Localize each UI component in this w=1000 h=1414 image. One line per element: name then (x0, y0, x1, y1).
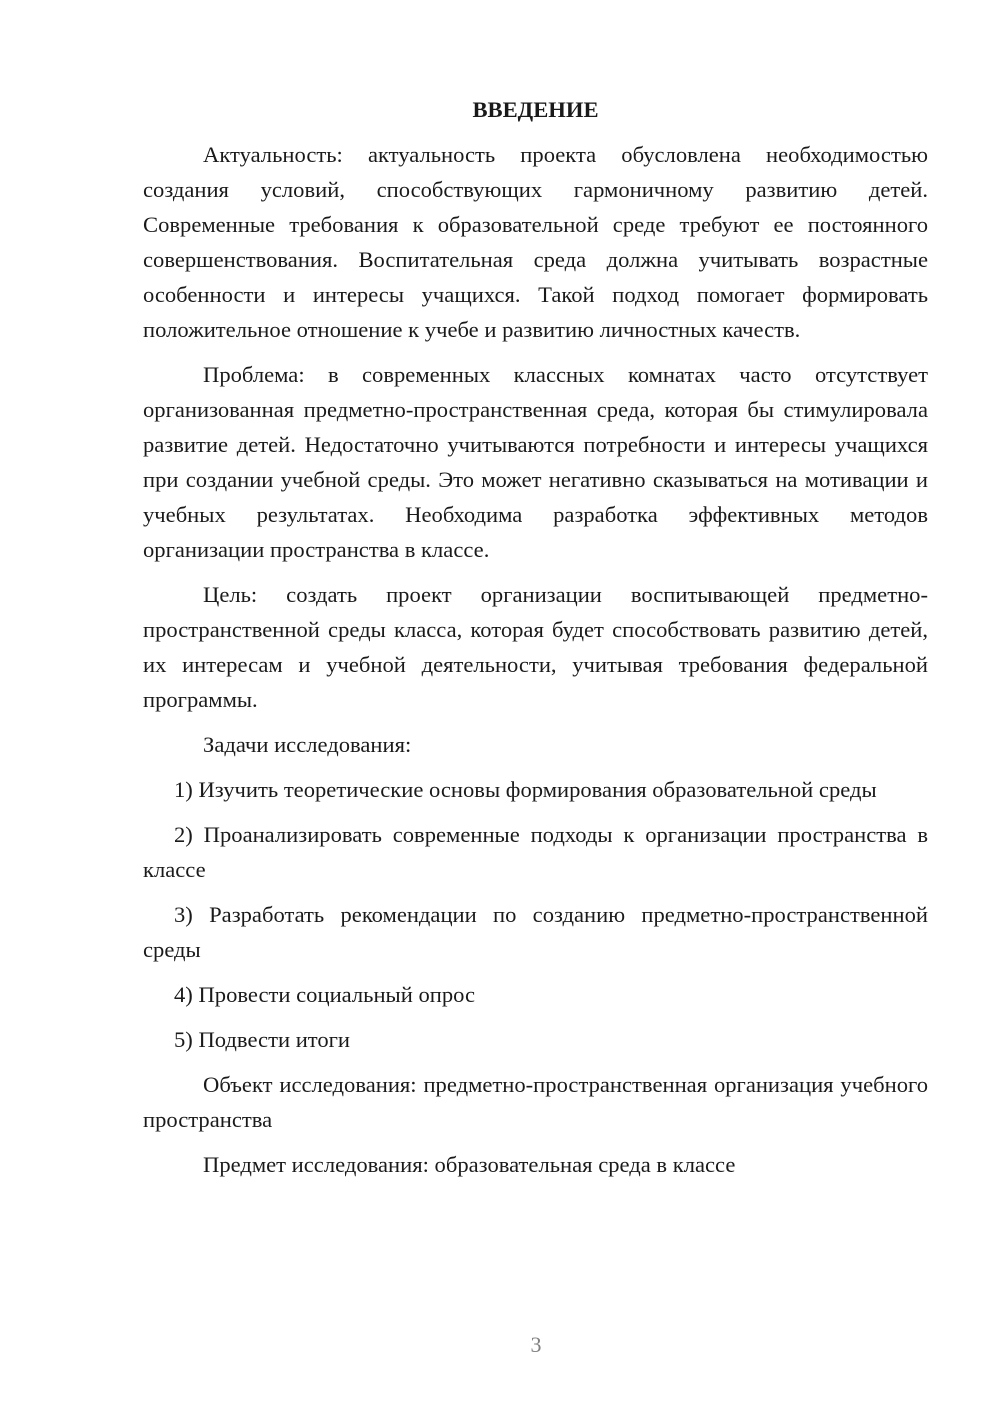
page-number: 3 (530, 1332, 542, 1357)
problem-paragraph: Проблема: в современных классных комнатах часто отсутствует организованная предметно-пространственная среда, которая бы стимулировала развитие детей. Недостаточно учитываются потребности и интересы учащихся при создании учебной среды. Это может негативно сказываться на мотивации и учебных результатах. Необходима разработка эффективных методов организации пространства в классе. (143, 362, 928, 562)
goal-paragraph: Цель: создать проект организации воспитывающей предметно-пространственной среды класса, которая будет способствовать развитию детей, их интересам и учебной деятельности, учитывая требования федеральной программы. (143, 582, 928, 712)
subject-paragraph: Предмет исследования: образовательная среда в классе (203, 1152, 736, 1177)
task-item-3: 3) Разработать рекомендации по созданию предметно-пространственной среды (143, 902, 928, 962)
page-title: ВВЕДЕНИЕ (472, 97, 599, 122)
document-page (143, 92, 928, 1192)
task-item-1: 1) Изучить теоретические основы формирования образовательной среды (174, 777, 877, 802)
tasks-heading: Задачи исследования: (203, 732, 412, 757)
relevance-paragraph: Актуальность: актуальность проекта обусловлена необходимостью создания условий, способствующих гармоничному развитию детей. Современные требования к образовательной среде требуют ее постоянного совершенствования. Воспитательная среда должна учитывать возрастные особенности и интересы учащихся. Такой подход помогает формировать положительное отношение к учебе и развитию личностных качеств. (143, 142, 928, 342)
task-item-4: 4) Провести социальный опрос (174, 982, 476, 1007)
object-paragraph: Объект исследования: предметно-пространственная организация учебного пространства (143, 1072, 928, 1132)
task-item-2: 2) Проанализировать современные подходы к организации пространства в классе (143, 822, 928, 882)
task-item-5: 5) Подвести итоги (174, 1027, 351, 1052)
